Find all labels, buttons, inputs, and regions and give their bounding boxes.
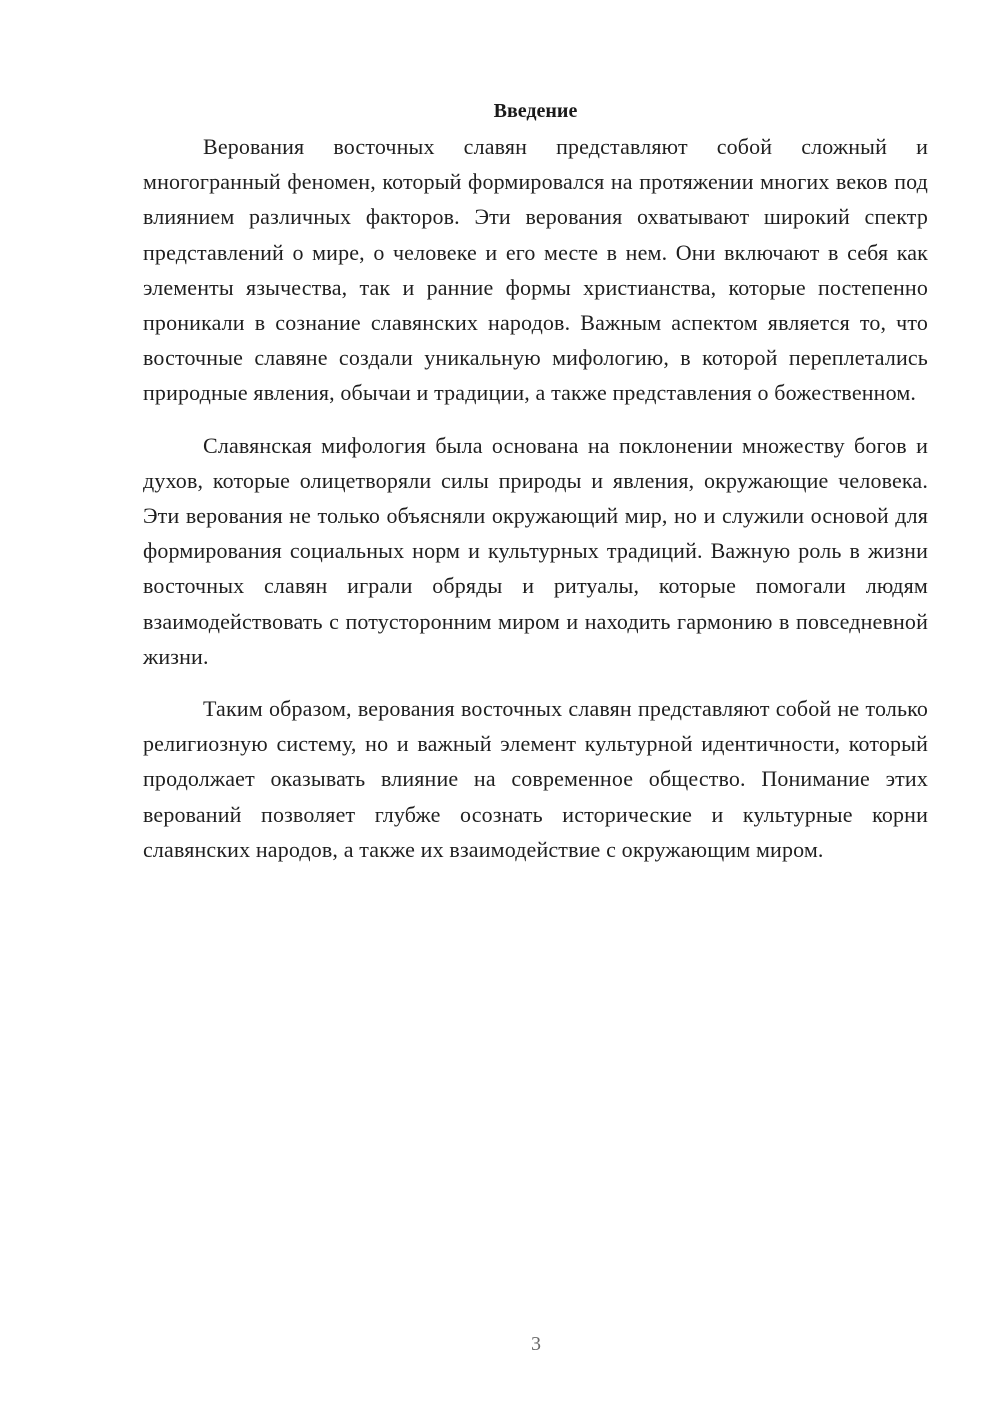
paragraph-1: Верования восточных славян представляют собой сложный и многогранный феномен, который формировался на протяжении многих веков под влиянием различных факторов. Эти верования охватывают широкий спектр представлений о мире, о человеке и его месте в нем. Они включают в себя как элементы язычества, так и ранние формы христианства, которые постепенно проникали в сознание славянских народов. Важным аспектом является то, что восточные славяне создали уникальную мифологию, в которой переплетались природные явления, обычаи и традиции, а также представления о божественном. <box>143 134 928 406</box>
section-heading: Введение <box>493 100 578 122</box>
paragraph-2: Славянская мифология была основана на поклонении множеству богов и духов, которые олицетворяли силы природы и явления, окружающие человека. Эти верования не только объясняли окружающий мир, но и служили основой для формирования социальных норм и культурных традиций. Важную роль в жизни восточных славян играли обряды и ритуалы, которые помогали людям взаимодействовать с потусторонним миром и находить гармонию в повседневной жизни. <box>143 432 928 669</box>
page-number: 3 <box>531 1333 541 1355</box>
paragraph-3: Таким образом, верования восточных славян представляют собой не только религиозную систему, но и важный элемент культурной идентичности, который продолжает оказывать влияние на современное общество. Понимание этих верований позволяет глубже осознать исторические и культурные корни славянских народов, а также их взаимодействие с окружающим миром. <box>143 696 928 862</box>
page-content <box>143 96 928 884</box>
